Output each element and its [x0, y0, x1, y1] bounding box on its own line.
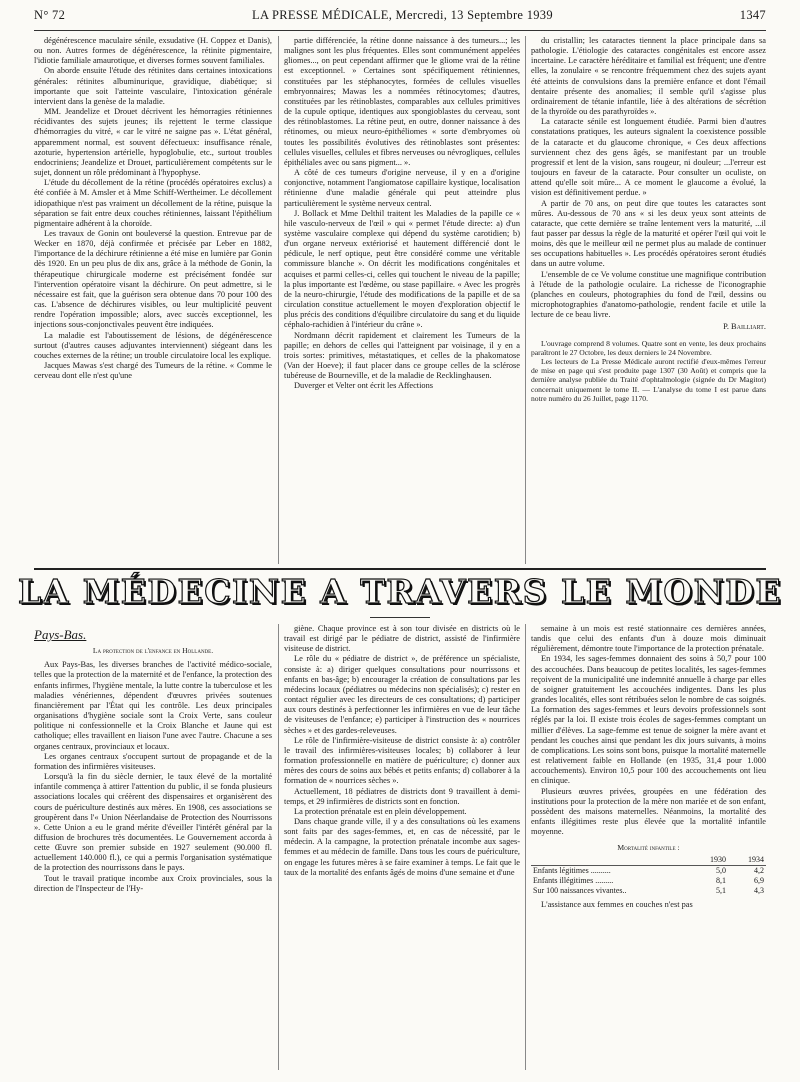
paragraph: giène. Chaque province est à son tour divisée en districts où le travail est dirigé par le pédiatre de district, assisté de l'infirmière visiteuse de district.: [284, 624, 520, 654]
editor-note: [531, 339, 766, 403]
country-heading: Pays-Bas.: [34, 627, 87, 642]
infant-mortality-table: [531, 855, 766, 896]
stats-table-title: Mortalité infantile :: [617, 843, 680, 853]
table-header-year: 1930: [690, 855, 728, 866]
table-row: [531, 876, 766, 886]
paragraph: Actuellement, 18 pédiatres de districts dont 9 travaillent à demi-temps, et 29 infirmières de districts sont en fonction.: [284, 786, 520, 806]
table-header-year: 1934: [728, 855, 766, 866]
banner-underline: [370, 617, 430, 618]
paragraph: dégénérescence maculaire sénile, exsudative (H. Coppez et Danis), ou non. Autres formes de dégénérescence, la rétinite pigmentaire, l'idiotie familiale amaurotique, et diverses formes souvent familiales.: [34, 36, 272, 66]
column-divider: [525, 36, 526, 564]
paragraph: La maladie est l'aboutissement de lésions, de dégénérescence surtout (d'autres causes adjuvantes interviennent) siégeant dans les couches externes de la rétine; un trouble circulatoire local les explique.: [34, 330, 272, 360]
column-divider: [278, 36, 279, 564]
table-header-row: [531, 855, 766, 866]
paragraph: du cristallin; les cataractes tiennent la place principale dans sa pathologie. L'étiologie des cataractes congénitales est encore assez incertaine. Le caractère héréditaire et familial est fréquent; une d'entre elles, la zonulaire « se rencontre fréquemment chez des sujets ayant été atteints de convulsions dans la première enfance et dont l'émail dentaire présente des anomalies; il semble qu'il s'agisse plus ordinairement de tétanie infantile, liée à des altérations de sécrétion de la thyroïde ou des parathyroïdes ».: [531, 36, 766, 117]
section-banner: LA MÉDECINE A TRAVERS LE MONDE: [17, 572, 783, 611]
author-signature: P. Bailliart.: [723, 322, 766, 332]
column-divider: [525, 624, 526, 1070]
paragraph: semaine à un mois est resté stationnaire ces dernières années, tandis que celui des enfants d'un à douze mois diminuait régulièrement, démontre toute l'importance de la protection prénatale.: [531, 624, 766, 654]
page-header: [34, 8, 766, 30]
row-label: Enfants légitimes ..........: [533, 866, 611, 876]
paragraph: Duverger et Velter ont écrit les Affections: [294, 381, 434, 391]
paragraph: L'assistance aux femmes en couches n'est pas: [541, 900, 693, 910]
paragraph: L'ensemble de ce Ve volume constitue une magnifique contribution à l'étude de la pathologie oculaire. La richesse de l'iconographie (planches en couleurs, photographies du fond de l'œil, dessins ou microphotographies d'anatomo-pathologie, rendent facile et utile la lecture de ce beau livre.: [531, 269, 766, 320]
paragraph: Plusieurs œuvres privées, groupées en une fédération des institutions pour la protection de la mère non mariée et de son enfant, possèdent des maisons maternelles. Néanmoins, la mortalité des enfants illégitimes reste plus élevée que la mortalité infantile moyenne.: [531, 786, 766, 837]
row-label: Sur 100 naissances vivantes..: [533, 886, 627, 896]
page-number: 1347: [739, 8, 766, 22]
paragraph: Lorsqu'à la fin du siècle dernier, le taux élevé de la mortalité infantile commença à attirer l'attention du public, il se fonda plusieurs associations locales qui créèrent des dispensaires et organisèrent des cours de puériculture destinés aux mères. En 1908, ces associations se groupèrent dans l'« Union Néerlandaise de Protection des Nourrissons ». Cette Union a eu le grand mérite d'éveiller l'intérêt général par la diffusion de brochures très documentées. Le Gouvernement accorda à cette Œuvre son premier subside en 1927 seulement (90.000 fl. actuellement 140.000 fl.), ce qui a permis l'organisation systématique de la protection des nourrissons dans le pays.: [34, 772, 272, 873]
paragraph: J. Bollack et Mme Delthil traitent les Maladies de la papille ce « hile vasculo-nerveux de l'œil » qui « permet l'étude directe: a) d'un système vasculaire complexe qui dépend du système carotidien; b) d'un organe nerveux extériorisé et hautement différencié dont le pédicule, le nerf optique, peut être considéré comme une véritable commissure blanche ». On décrit les modifications congénitales et acquises et parmi celles-ci, celles qui touchent le niveau de la papille; la plus importante est l'œdème, ou stase papillaire. « Avec les progrès de la neuro-chirurgie, l'étude des modifications de la papille et de sa circulation constitue actuellement le moyen d'exploration objectif le plus précis des conditions d'équilibre circulatoire du sang et du liquide céphalo-rachidien à l'intérieur du crâne ».: [284, 208, 520, 330]
cell-value: 4,2: [754, 866, 764, 876]
top-column-3: [531, 36, 766, 570]
newspaper-title: LA PRESSE MÉDICALE, Mercredi, 13 Septembre 1939: [252, 8, 553, 22]
cell-value: 4,3: [754, 886, 764, 896]
table-header-blank: [531, 855, 690, 866]
paragraph: La protection prénatale est en plein développement.: [294, 806, 467, 816]
paragraph: Le rôle du « pédiatre de district », de préférence un spécialiste, consiste à: a) diriger quelques consultations pour nourrissons et enfants en bas-âge; b) encourager la création de consultations par les médecins locaux (pédiatres ou médecins non spécialisés); c) rester en contact régulier avec les directeurs de ces consultations; d) participer aux cours destinés à perfectionner les infirmières en vue de leur tâche de visiteuses de l'enfance; e) participer à l'instruction des « nourrices sèches » et des gardes-releveuses.: [284, 654, 520, 735]
paragraph: L'étude du décollement de la rétine (procédés opératoires exclus) a été confiée à M. Amsler et à Mme Schiff-Wertheimer. Le décollement idiopathique n'est pas vraiment un décollement de la rétine, puisque la séparation se fait entre deux couches rétiniennes, laissant l'épithélium pigmentaire adhérent à la choroïde.: [34, 178, 272, 228]
column-divider: [278, 624, 279, 1070]
table-row: [531, 866, 766, 877]
top-column-2: [284, 36, 520, 570]
paragraph: A côté de ces tumeurs d'origine nerveuse, il y en a d'origine conjonctive, notamment l'angiomatose capillaire kystique, localisation rétinienne d'une maladie générale qui peut atteindre plus particulièrement le système nerveux central.: [284, 168, 520, 208]
cell-value: 5,0: [716, 866, 726, 876]
paragraph: partie différenciée, la rétine donne naissance à des tumeurs...; les malignes sont les plus fréquentes. Elles sont communément appelées gliomes..., on peut cependant affirmer que le gliome vrai de la rétine est exceptionnel. » Certaines sont spécifiquement rétiniennes, constituées par les stéphanocytes, formées de cellules visuelles embryonnaires; Mawas les a nommées rétinocytomes; d'autres, constituées par les rétinoblastes, comparables aux cellules primitives de la cupule optique, identiques aux spongioblastes du cerveau, sont des rétinoblastomes. La rétine peut, en outre, donner naissance à des rétinomes, ou mieux neuro-épithéliomes « sorte d'embryomes où toutes les possibilités évolutives des rétinoblastes sont présentes: cellules visuelles, cellules et fibres nerveuses ou névrogliques, cellules épithéliales avec ou sans pigment... ».: [284, 36, 520, 167]
paragraph: Les travaux de Gonin ont bouleversé la question. Entrevue par de Wecker en 1870, déjà confirmée et précisée par Leber en 1882, l'importance de la déchirure rétinienne a été mise en lumière par Gonin dès 1920. En un peu plus de dix ans, grâce à la méthode de Gonin, la thérapeutique chirurgicale moderne est précisément fondée sur l'intervention opératoire visant la déchirure. On peut admettre, si le nécessaire est fait, que la guérison sera obtenue dans 70 pour 100 des cas. L'absence de déchirures visibles, ou leur multiplicité peuvent rendre l'opération impossible; alors, avec succès exceptionnel, les injections sous-conjonctivales peuvent être indiquées.: [34, 228, 272, 330]
issue-number: N° 72: [34, 8, 66, 22]
paragraph: Les organes centraux s'occupent surtout de propagande et de la formation des infirmières visiteuses.: [34, 751, 272, 771]
top-column-1: [34, 36, 272, 570]
row-label: Enfants illégitimes .........: [533, 876, 614, 886]
paragraph: Tout le travail pratique incombe aux Croix provinciales, sous la direction de l'Inspecteur de l'Hy-: [34, 873, 272, 893]
paragraph: En 1934, les sages-femmes donnaient des soins à 50,7 pour 100 des accouchées. Dans beaucoup de petites localités, les sages-femmes reçoivent de la municipalité une indemnité annuelle à charge par elles de soigner gratuitement les accouchées indigentes. Dans les plus grandes localités, elles sont rétribuées selon le nombre de cas soignés. La formation des sages-femmes et leurs devoirs professionnels sont réglés par la loi. Il existe trois écoles de sages-femmes comptant un millier d'élèves. La sage-femme est tenue de soigner la mère avant et pendant les couches ainsi que pendant les dix jours suivants, à moins de complications. Les soins sont bons, puisque la mortalité maternelle est relativement faible en Hollande (en 1935, 31,4 pour 1.000 accouchements). Environ 10,5 pour 100 des accouchements ont lieu en clinique.: [531, 654, 766, 786]
cell-value: 6,9: [754, 876, 764, 886]
note-paragraph: Les lecteurs de La Presse Médicale auront rectifié d'eux-mêmes l'erreur de mise en page qui s'est produite page 1307 (30 Août) et compris que la dernière analyse publiée du Traité d'ophtalmologie (signée du Dr Magitot) concernait uniquement le tome II. — L'analyse du tome I est parue dans notre numéro du 26 Juillet, page 1170.: [531, 356, 766, 403]
paragraph: Aux Pays-Bas, les diverses branches de l'activité médico-sociale, telles que la protection de la maternité et de l'enfance, la protection des enfants infirmes, l'hygiène mentale, la lutte contre la tuberculose et les maladies vénériennes, dépendent d'œuvres privées soutenues financièrement par l'État qui les contrôle. Les deux principales organisations d'hygiène sociale sont la Croix Verte, sans couleur politique ni confessionnelle et la Croix Blanche et Jaune qui est catholique; elles travaillent en liaison l'une avec l'autre. Chacune a ses organes centraux, provinciaux et locaux.: [34, 660, 272, 751]
article-subheading: La protection de l'enfance en Hollande.: [92, 646, 214, 656]
paragraph: Le rôle de l'infirmière-visiteuse de district consiste à: a) contrôler le travail des infirmières-visiteuses locales; b) collaborer à leur formation professionnelle en matière de puériculture; c) donner aux mères des cours de soins aux bébés et petits enfants; d) collaborer à la formation de « nourrices sèches ».: [284, 735, 520, 786]
cell-value: 5,1: [716, 886, 726, 896]
paragraph: On aborde ensuite l'étude des rétinites dans certaines intoxications générales: rétinites albuminurique, gravidique, diabétique; si importante que soit l'atteinte vasculaire, l'intoxication générale intervient dans la genèse de la maladie.: [34, 66, 272, 106]
bottom-column-3: [531, 624, 766, 1074]
note-paragraph: L'ouvrage comprend 8 volumes. Quatre sont en vente, les deux prochains paraîtront le 27 Octobre, les deux derniers le 24 Novembre.: [531, 338, 766, 357]
header-rule: [34, 30, 766, 31]
table-row: [531, 886, 766, 896]
paragraph: MM. Jeandelize et Drouet décrivent les hémorragies rétiniennes récidivantes des sujets jeunes; ils rejettent le terme classique d'hémorragies du vitré, « car le vitré ne saigne pas ». L'état général, apparemment normal, est souvent défectueux: insuffisance rénale, azoturie, hypertension artérielle, hypoglobulie, etc., surtout troubles endocriniens; Jeandelize et Drouet, particulièrement compétents sur le sujet, donnent un rôle prédominant à l'hypophyse.: [34, 107, 272, 178]
paragraph: Dans chaque grande ville, il y a des consultations où les examens sont faits par des sages-femmes, et, en cas de nécessité, par le médecin. A la campagne, la protection prénatale incombe aux sages-femmes et au médecin de famille. Dans tous les cours de puériculture, on engage les futures mères à se faire examiner à temps. Le fait que le taux de la mortalité des enfants âgés de moins d'une semaine et d'une: [284, 816, 520, 877]
paragraph: Jacques Mawas s'est chargé des Tumeurs de la rétine. « Comme le cerveau dont elle n'est qu'une: [34, 361, 272, 381]
cell-value: 8,1: [716, 876, 726, 886]
section-rule: [34, 568, 766, 570]
paragraph: La cataracte sénile est longuement étudiée. Parmi bien d'autres constatations pratiques, les auteurs signalent la coexistence possible de la cataracte et du glaucome chronique, « Ces deux affections surviennent chez des gens âgés, se manifestant par un trouble progressif et lent de la vision, sans rougeur, ni douleur; ...l'erreur est toujours en faveur de la cataracte. Pour consulter un oculiste, on attend qu'elle soit mûre... A ce moment le glaucome a évolué, la vision est définitivement perdue. »: [531, 117, 766, 198]
paragraph: Nordmann décrit rapidement et clairement les Tumeurs de la papille; en dehors de celles qui l'atteignent par voisinage, il y en a trois sortes: primitives, métastatiques, et celles de la phakomatose (Van der Hoeve); il faut placer dans ce groupe celles de la sclérose tubéreuse de Bourneville, et de la maladie de Recklinghausen.: [284, 330, 520, 381]
paragraph: A partir de 70 ans, on peut dire que toutes les cataractes sont mûres. Au-dessous de 70 ans « si les deux yeux sont atteints de cataracte, que cette dernière se traîne lentement vers la maturité, ...il faut passer par dessus la règle de la maturité et opérer l'œil qui voit le moins, dès que le meilleur œil ne permet plus au malade de continuer ses occupations habituelles ». Les procédés opératoires seront étudiés dans un autre volume.: [531, 198, 766, 269]
bottom-column-1: [34, 624, 272, 1074]
bottom-column-2: [284, 624, 520, 1074]
